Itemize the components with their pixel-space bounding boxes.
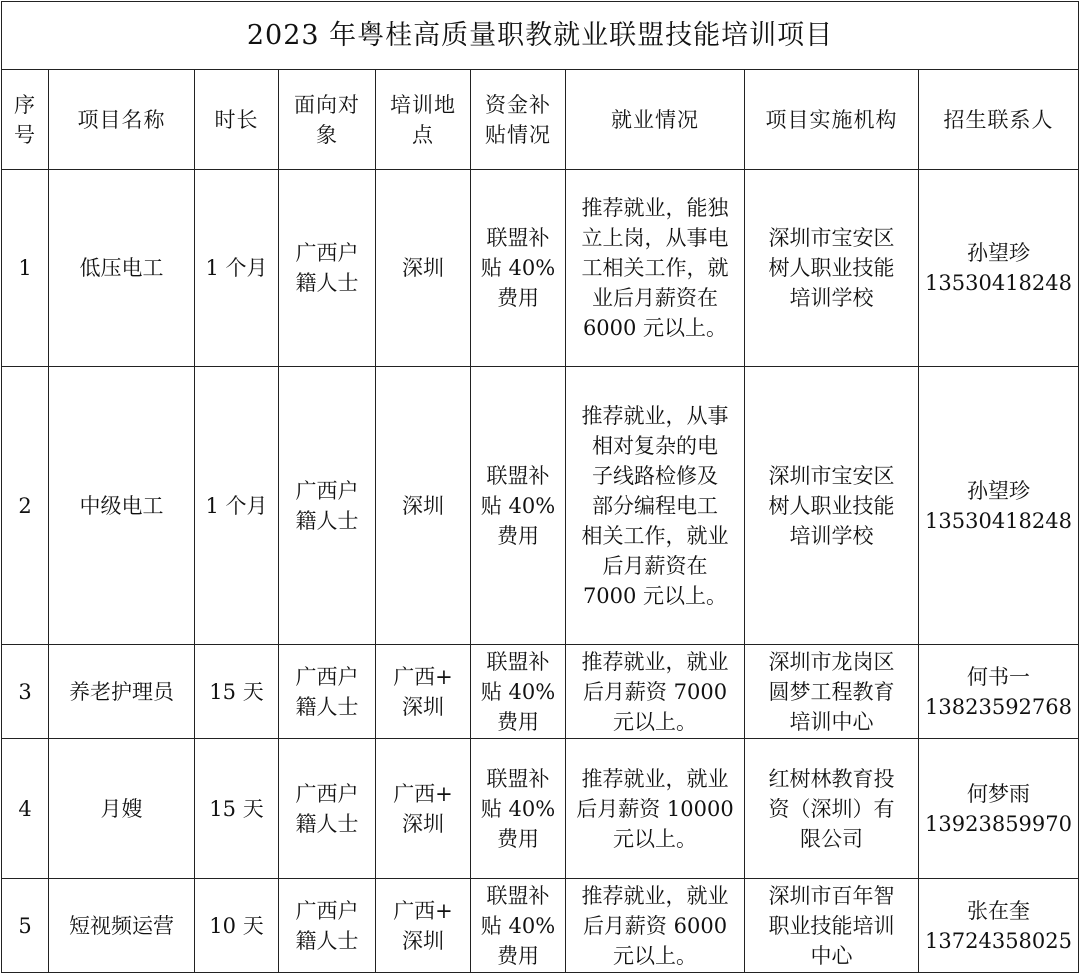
cell-location: 广西+ 深圳 — [376, 739, 471, 879]
cell-institution: 深圳市龙岗区 圆梦工程教育 培训中心 — [745, 645, 919, 739]
cell-employment: 推荐就业，就业 后月薪资 7000 元以上。 — [566, 645, 745, 739]
header-employment: 就业情况 — [566, 70, 745, 170]
cell-name: 月嫂 — [49, 739, 195, 879]
cell-target: 广西户 籍人士 — [279, 645, 376, 739]
cell-contact: 孙望珍 13530418248 — [919, 170, 1079, 367]
cell-subsidy: 联盟补 贴 40% 费用 — [471, 879, 566, 973]
cell-duration: 1 个月 — [195, 367, 279, 645]
header-location: 培训地 点 — [376, 70, 471, 170]
cell-contact: 孙望珍 13530418248 — [919, 367, 1079, 645]
cell-target: 广西户 籍人士 — [279, 170, 376, 367]
cell-target: 广西户 籍人士 — [279, 367, 376, 645]
cell-contact: 何梦雨 13923859970 — [919, 739, 1079, 879]
header-target: 面向对 象 — [279, 70, 376, 170]
cell-duration: 15 天 — [195, 739, 279, 879]
table-row — [2, 739, 1079, 879]
training-projects-table — [1, 1, 1079, 973]
cell-location: 广西+ 深圳 — [376, 645, 471, 739]
cell-duration: 1 个月 — [195, 170, 279, 367]
cell-contact: 何书一 13823592768 — [919, 645, 1079, 739]
cell-subsidy: 联盟补 贴 40% 费用 — [471, 170, 566, 367]
cell-employment: 推荐就业，从事 相对复杂的电 子线路检修及 部分编程电工 相关工作，就业 后月薪资在 7000 元以上。 — [566, 367, 745, 645]
cell-name: 中级电工 — [49, 367, 195, 645]
table-title: 2023 年粤桂高质量职教就业联盟技能培训项目 — [2, 2, 1079, 70]
header-contact: 招生联系人 — [919, 70, 1079, 170]
cell-subsidy: 联盟补 贴 40% 费用 — [471, 367, 566, 645]
cell-no: 1 — [2, 170, 49, 367]
table-row — [2, 367, 1079, 645]
header-row — [2, 70, 1079, 170]
cell-target: 广西户 籍人士 — [279, 739, 376, 879]
cell-employment: 推荐就业，就业 后月薪资 10000 元以上。 — [566, 739, 745, 879]
cell-employment: 推荐就业，就业 后月薪资 6000 元以上。 — [566, 879, 745, 973]
cell-duration: 10 天 — [195, 879, 279, 973]
header-subsidy: 资金补 贴情况 — [471, 70, 566, 170]
cell-institution: 红树林教育投 资（深圳）有 限公司 — [745, 739, 919, 879]
cell-subsidy: 联盟补 贴 40% 费用 — [471, 645, 566, 739]
cell-institution: 深圳市百年智 职业技能培训 中心 — [745, 879, 919, 973]
header-no: 序 号 — [2, 70, 49, 170]
table-row — [2, 879, 1079, 973]
cell-location: 深圳 — [376, 170, 471, 367]
cell-institution: 深圳市宝安区 树人职业技能 培训学校 — [745, 170, 919, 367]
table-row — [2, 645, 1079, 739]
cell-target: 广西户 籍人士 — [279, 879, 376, 973]
cell-no: 3 — [2, 645, 49, 739]
header-duration: 时长 — [195, 70, 279, 170]
header-institution: 项目实施机构 — [745, 70, 919, 170]
cell-no: 5 — [2, 879, 49, 973]
cell-duration: 15 天 — [195, 645, 279, 739]
cell-no: 4 — [2, 739, 49, 879]
header-name: 项目名称 — [49, 70, 195, 170]
cell-name: 养老护理员 — [49, 645, 195, 739]
cell-location: 广西+ 深圳 — [376, 879, 471, 973]
cell-name: 短视频运营 — [49, 879, 195, 973]
cell-location: 深圳 — [376, 367, 471, 645]
cell-employment: 推荐就业，能独 立上岗，从事电 工相关工作，就 业后月薪资在 6000 元以上。 — [566, 170, 745, 367]
cell-no: 2 — [2, 367, 49, 645]
cell-institution: 深圳市宝安区 树人职业技能 培训学校 — [745, 367, 919, 645]
cell-contact: 张在奎 13724358025 — [919, 879, 1079, 973]
table-row — [2, 170, 1079, 367]
cell-name: 低压电工 — [49, 170, 195, 367]
cell-subsidy: 联盟补 贴 40% 费用 — [471, 739, 566, 879]
